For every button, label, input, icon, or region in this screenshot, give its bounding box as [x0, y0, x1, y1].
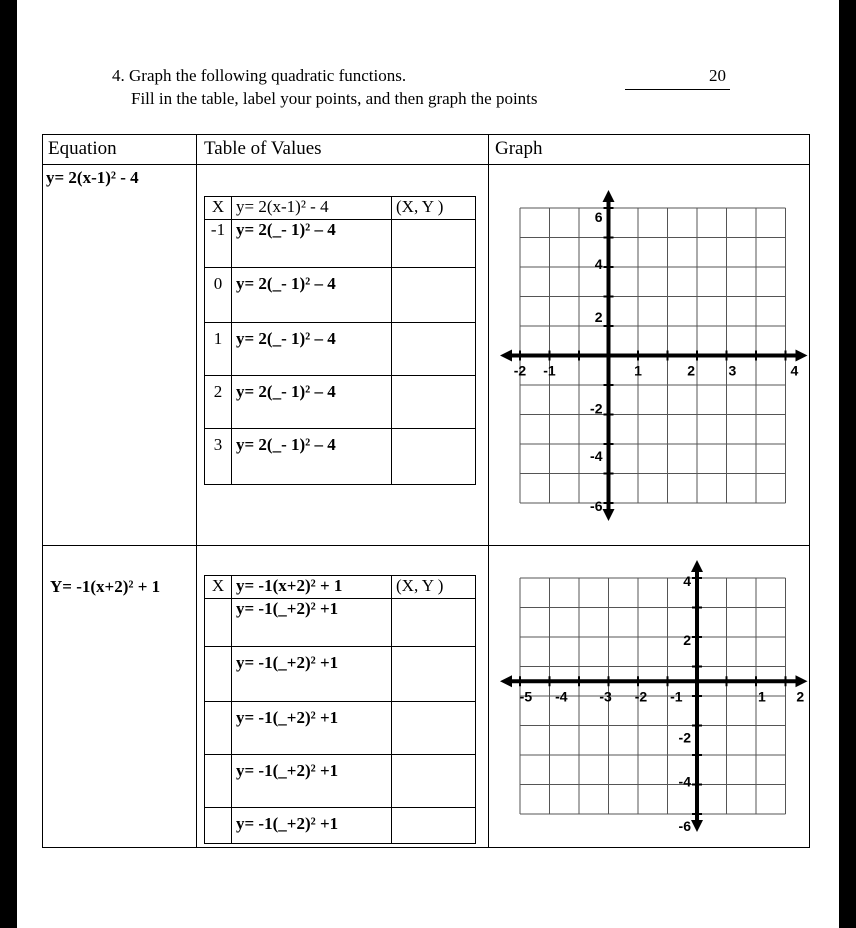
- expression-cell: y= -1(_+2)² +1: [232, 702, 392, 755]
- column-header-graph: Graph: [495, 138, 543, 159]
- point-cell[interactable]: [392, 647, 476, 702]
- x-value: -1: [205, 220, 232, 268]
- y-axis-label: 6: [594, 208, 603, 225]
- table-header-x: X: [205, 576, 232, 599]
- question-title: 4. Graph the following quadratic functions.: [112, 66, 407, 85]
- table-row: [205, 599, 476, 647]
- x-value: 1: [205, 323, 232, 376]
- y-axis-label: -6: [678, 817, 691, 834]
- table-row: [205, 429, 476, 485]
- y-axis-label: 4: [683, 572, 691, 589]
- x-axis-label: 1: [758, 688, 766, 705]
- x-axis-arrow-right: [796, 350, 808, 362]
- point-cell[interactable]: [392, 429, 476, 485]
- y-axis-arrow-down: [691, 820, 703, 832]
- equation-2: Y= -1(x+2)² + 1: [50, 577, 161, 596]
- x-value[interactable]: [205, 755, 232, 808]
- table-of-values-1: [204, 196, 476, 485]
- x-axis-label: -1: [543, 362, 556, 379]
- x-value[interactable]: [205, 702, 232, 755]
- table-header-x: X: [205, 197, 232, 220]
- y-axis-label: -4: [678, 773, 691, 790]
- question-instructions: Fill in the table, label your points, and then graph the points: [131, 89, 538, 108]
- expression-cell: y= 2(_- 1)² – 4: [232, 220, 392, 268]
- x-axis-label: -4: [555, 688, 568, 705]
- column-header-equation: Equation: [48, 138, 117, 159]
- point-cell[interactable]: [392, 376, 476, 429]
- expression-cell: y= -1(_+2)² +1: [232, 599, 392, 647]
- table-row: [205, 702, 476, 755]
- expression-cell: y= 2(_- 1)² – 4: [232, 429, 392, 485]
- x-axis-label: -3: [599, 688, 612, 705]
- x-axis-label: -2: [634, 688, 648, 705]
- y-axis-label: 2: [683, 631, 691, 648]
- point-cell[interactable]: [392, 808, 476, 844]
- point-cell[interactable]: [392, 702, 476, 755]
- column-divider-2: [488, 134, 489, 847]
- x-value: 3: [205, 429, 232, 485]
- table-row: [205, 808, 476, 844]
- y-axis-arrow-up: [603, 190, 615, 202]
- expression-cell: y= -1(_+2)² +1: [232, 808, 392, 844]
- coordinate-grid-2[interactable]: [500, 566, 810, 834]
- y-axis-label: -4: [590, 447, 603, 464]
- score-value: 20: [709, 66, 726, 85]
- x-value: 0: [205, 268, 232, 323]
- x-axis-arrow-left: [500, 350, 512, 362]
- coordinate-grid-1[interactable]: [500, 190, 810, 514]
- point-cell[interactable]: [392, 268, 476, 323]
- problem-divider: [42, 545, 809, 546]
- expression-cell: y= -1(_+2)² +1: [232, 755, 392, 808]
- x-value[interactable]: [205, 647, 232, 702]
- table-of-values-2: [204, 575, 476, 844]
- y-axis-label: 4: [594, 256, 603, 273]
- x-axis-label: 2: [687, 362, 695, 379]
- table-header-point: (X, Y ): [392, 197, 476, 220]
- x-axis-arrow-left: [500, 675, 512, 687]
- table-row: [205, 647, 476, 702]
- column-header-table: Table of Values: [204, 138, 322, 159]
- y-axis-label: 2: [594, 309, 603, 326]
- x-axis-label: 3: [728, 362, 737, 379]
- y-axis-label: -6: [590, 497, 603, 514]
- x-axis-label: 1: [634, 362, 642, 379]
- table-row: [205, 376, 476, 429]
- x-axis-label: -5: [519, 688, 533, 705]
- point-cell[interactable]: [392, 599, 476, 647]
- equation-1: y= 2(x-1)² - 4: [46, 168, 139, 187]
- expression-cell: y= 2(_- 1)² – 4: [232, 323, 392, 376]
- table-row: [205, 268, 476, 323]
- table-header-expression: y= -1(x+2)² + 1: [232, 576, 392, 599]
- x-axis-label: -1: [670, 688, 683, 705]
- x-axis-arrow-right: [796, 675, 808, 687]
- expression-cell: y= -1(_+2)² +1: [232, 647, 392, 702]
- x-value[interactable]: [205, 808, 232, 844]
- point-cell[interactable]: [392, 323, 476, 376]
- x-value: 2: [205, 376, 232, 429]
- y-axis-label: -2: [678, 729, 691, 746]
- column-divider-1: [196, 134, 197, 847]
- expression-cell: y= 2(_- 1)² – 4: [232, 268, 392, 323]
- x-axis-label: -2: [513, 362, 527, 379]
- table-header-expression: y= 2(x-1)² - 4: [232, 197, 392, 220]
- point-cell[interactable]: [392, 220, 476, 268]
- table-row: [205, 755, 476, 808]
- table-header-point: (X, Y ): [392, 576, 476, 599]
- score-blank-line: [625, 89, 730, 90]
- y-axis-label: -2: [590, 400, 603, 417]
- table-row: [205, 220, 476, 268]
- table-row: [205, 323, 476, 376]
- x-value[interactable]: [205, 599, 232, 647]
- header-row-divider: [42, 164, 809, 165]
- x-axis-label: 2: [796, 688, 805, 705]
- x-axis-label: 4: [790, 362, 799, 379]
- point-cell[interactable]: [392, 755, 476, 808]
- expression-cell: y= 2(_- 1)² – 4: [232, 376, 392, 429]
